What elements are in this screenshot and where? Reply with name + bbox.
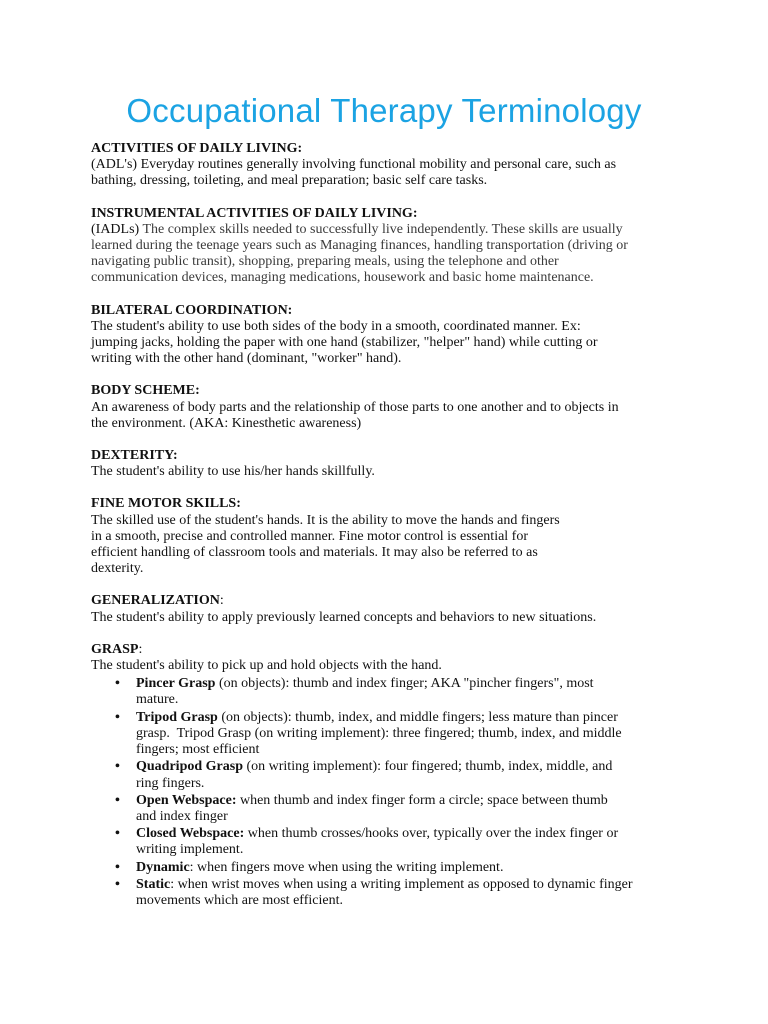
text-line: grasp. Tripod Grasp (on writing implement): three fingered; thumb, index, and middle: [136, 725, 622, 741]
list-item: [91, 860, 691, 876]
bullet-icon: •: [115, 876, 120, 892]
text-line: writing implement.: [136, 842, 244, 858]
grasp-description: when thumb and index finger form a circle; space between thumb: [236, 792, 608, 808]
section-text: [91, 319, 691, 368]
section-heading: ACTIVITIES OF DAILY LIVING:: [91, 141, 303, 156]
grasp-term: Dynamic: [136, 859, 190, 875]
text-line: mature.: [136, 692, 179, 708]
text-line: fingers; most efficient: [136, 742, 260, 758]
section-bilateral-coordination: [91, 303, 691, 368]
grasp-description: (on objects): thumb, index, and middle fingers; less mature than pincer: [217, 709, 618, 725]
section-text: [91, 157, 691, 189]
text-line: communication devices, managing medications, housework and basic home maintenance.: [91, 270, 594, 286]
text-line: The skilled use of the student's hands. It is the ability to move the hands and fingers: [91, 512, 560, 528]
list-item: [91, 759, 691, 791]
bullet-icon: •: [115, 792, 120, 808]
text-line: jumping jacks, holding the paper with one hand (stabilizer, "helper" hand) while cutting or: [91, 335, 598, 351]
grasp-term: Closed Webspace:: [136, 826, 245, 842]
document-body: [91, 141, 691, 925]
section-dexterity: [91, 448, 691, 480]
heading-colon: :: [138, 641, 143, 657]
section-text: [91, 610, 691, 626]
section-body-scheme: [91, 383, 691, 432]
section-adl: [91, 141, 691, 190]
section-text: [91, 400, 691, 432]
list-item: [91, 793, 691, 825]
list-item: [91, 826, 691, 858]
bullet-icon: •: [115, 709, 120, 725]
section-heading: FINE MOTOR SKILLS:: [91, 496, 241, 512]
text-line: The student's ability to use both sides of the body in a smooth, coordinated manner. Ex:: [91, 318, 581, 334]
abbreviation: (IADLs): [91, 221, 140, 237]
text-line: learned during the teenage years such as Managing finances, handling transportation (driving or: [91, 238, 628, 254]
heading-colon: :: [219, 593, 224, 609]
grasp-list: [91, 676, 691, 909]
section-generalization: [91, 593, 691, 625]
grasp-description: : when fingers move when using the writing implement.: [189, 859, 504, 875]
text-line: movements which are most efficient.: [136, 892, 343, 908]
grasp-description: (on objects): thumb and index finger; AKA "pincher fingers", most: [215, 676, 594, 692]
section-text: [91, 464, 691, 480]
list-item: [91, 676, 691, 708]
section-text: [91, 513, 691, 578]
grasp-description: : when wrist moves when using a writing implement as opposed to dynamic finger: [170, 876, 633, 892]
list-item: [91, 877, 691, 909]
text-line: in a smooth, precise and controlled manner. Fine motor control is essential for: [91, 528, 529, 544]
text-line: [91, 222, 691, 238]
text-line: The student's ability to apply previously learned concepts and behaviors to new situations.: [91, 609, 597, 625]
text-line: writing with the other hand (dominant, "worker" hand).: [91, 351, 402, 367]
section-text: [91, 222, 691, 287]
grasp-term: Quadripod Grasp: [136, 759, 243, 775]
text-line: bathing, dressing, toileting, and meal preparation; basic self care tasks.: [91, 173, 488, 189]
section-text: [91, 658, 691, 674]
text-line: (ADL's) Everyday routines generally involving functional mobility and personal care, such as: [91, 157, 617, 173]
grasp-term: Pincer Grasp: [136, 676, 216, 692]
grasp-term: Tripod Grasp: [136, 709, 218, 725]
section-heading: BODY SCHEME:: [91, 383, 200, 399]
text-line: and index finger: [136, 808, 228, 824]
text-line: efficient handling of classroom tools and materials. It may also be referred to as: [91, 545, 538, 561]
grasp-description: when thumb crosses/hooks over, typically over the index finger or: [244, 826, 619, 842]
text-fragment: The complex skills needed to successfully live independently. These skills are usually: [139, 221, 623, 237]
bullet-icon: •: [115, 859, 120, 875]
list-item: [91, 710, 691, 759]
bullet-icon: •: [115, 826, 120, 842]
page-title: Occupational Therapy Terminology: [126, 92, 642, 129]
section-heading: INSTRUMENTAL ACTIVITIES OF DAILY LIVING:: [91, 205, 418, 221]
text-line: The student's ability to use his/her hands skillfully.: [91, 464, 375, 480]
section-heading: [91, 593, 691, 609]
grasp-description: (on writing implement): four fingered; thumb, index, middle, and: [242, 759, 613, 775]
section-iadl: [91, 206, 691, 287]
heading-text: GRASP: [91, 641, 139, 657]
grasp-term: Static: [136, 876, 171, 892]
section-heading: DEXTERITY:: [91, 448, 178, 464]
text-line: dexterity.: [91, 561, 144, 577]
bullet-icon: •: [115, 676, 120, 692]
section-grasp: [91, 642, 691, 909]
heading-text: GENERALIZATION: [91, 593, 220, 609]
text-line: the environment. (AKA: Kinesthetic awareness): [91, 415, 362, 431]
bullet-icon: •: [115, 759, 120, 775]
section-fine-motor-skills: [91, 496, 691, 577]
text-line: The student's ability to pick up and hold objects with the hand.: [91, 658, 442, 674]
section-heading: BILATERAL COORDINATION:: [91, 302, 293, 318]
text-line: An awareness of body parts and the relationship of those parts to one another and to objects in: [91, 399, 619, 415]
section-heading: [91, 642, 691, 658]
text-line: navigating public transit), shopping, preparing meals, using the telephone and other: [91, 254, 559, 270]
grasp-term: Open Webspace:: [136, 792, 237, 808]
text-line: ring fingers.: [136, 775, 205, 791]
